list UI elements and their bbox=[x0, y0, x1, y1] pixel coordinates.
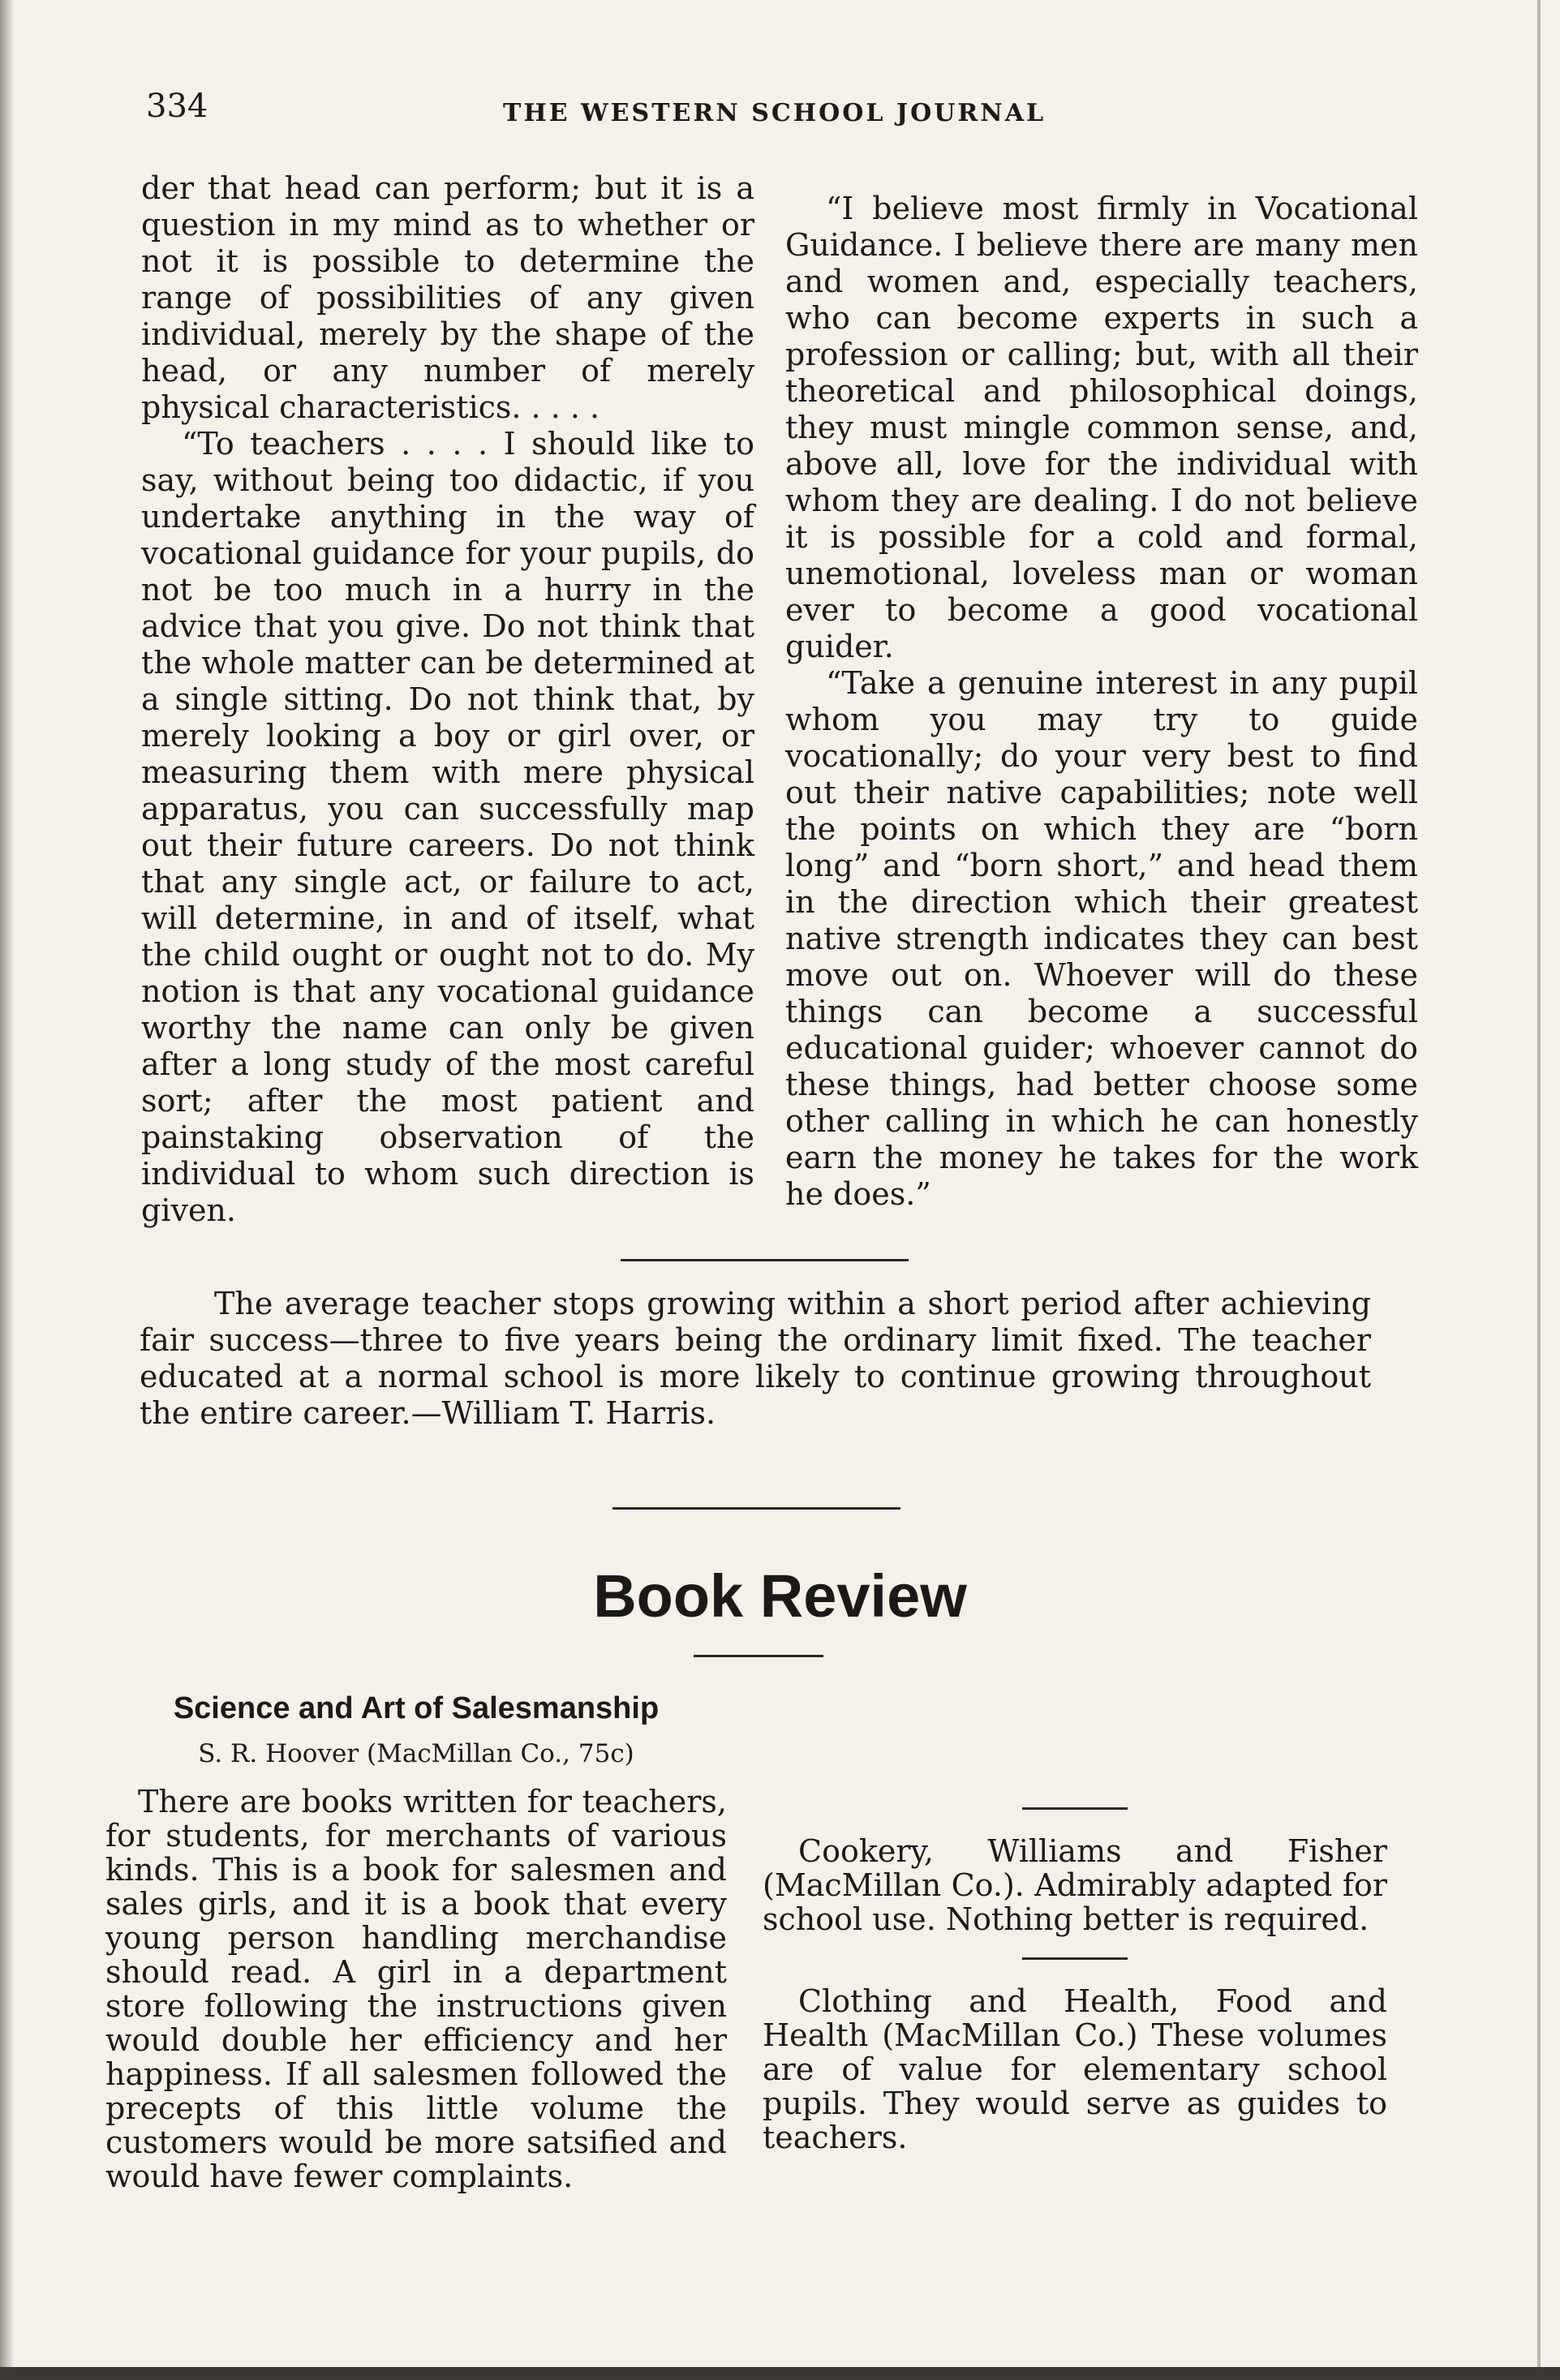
review-divider bbox=[1022, 1807, 1128, 1810]
divider-rule bbox=[612, 1507, 900, 1510]
page-binding-shadow bbox=[0, 0, 15, 2380]
section-title: Book Review bbox=[593, 1562, 967, 1630]
right-column-article bbox=[785, 191, 1418, 1213]
page-bottom-edge bbox=[0, 2367, 1560, 2380]
left-paragraph-1: der that head can perform; but it is a question in my mind as to whether or not it is possible to determine the range of possibilities of any given individual, merely by the shape of the head, or any number of merely physical characteristics. . . . . bbox=[141, 170, 754, 425]
review-cookery: Cookery, Williams and Fisher (MacMillan Co.). Admirably adapted for school use. Nothing better is required. bbox=[763, 1833, 1387, 1937]
right-paragraph-1: “I believe most firmly in Vocational Guidance. I believe there are many men and women and, especially teachers, who can become experts in such a profession or calling; but, with all their theoretical and philosophical doings, they must mingle common sense, and, above all, love for the individual with whom they are dealing. I do not believe it is possible for a cold and formal, unemotional, loveless man or woman ever to become a good vocational guider. bbox=[785, 191, 1418, 664]
review-salesmanship bbox=[105, 1691, 727, 2193]
divider-rule bbox=[621, 1259, 909, 1261]
review-body: There are books written for teachers, for students, for merchants of various kinds. This is a book for salesmen and sales girls, and it is a book that every young person handling merchandise should read. A girl in a department store following the instructions given would double her efficiency and her happiness. If all salesmen followed the precepts of this little volume the customers would be more satsified and would have fewer complaints. bbox=[105, 1784, 727, 2194]
title-underline bbox=[694, 1655, 823, 1657]
left-paragraph-2: “To teachers . . . . I should like to say, without being too didactic, if you undertake anything in the way of vocational guidance for your pupils, do not be too much in a hurry in the advice that you give. Do not think that the whole matter can be determined at a single sitting. Do not think that, by merely looking a boy or girl over, or measuring them with mere physical apparatus, you can successfully map out their future careers. Do not think that any single act, or failure to act, will determine, in and of itself, what the child ought or ought not to do. My notion is that any vocational guidance worthy the name can only be given after a long study of the most careful sort; after the most patient and painstaking observation of the individual to whom such direction is given. bbox=[141, 426, 754, 1228]
review-right-column bbox=[763, 1710, 1387, 2154]
right-paragraph-2: “Take a genuine interest in any pupil whom you may try to guide vocationally; do your very best to find out their native capabilities; note well the points on which they are “born long” and “born short,” and head them in the direction which their greatest native strength indicates they can best move out on. Whoever will do these things can become a successful educational guider; whoever cannot do these things, had better choose some other calling in which he can honestly earn the money he takes for the work he does.” bbox=[785, 665, 1418, 1212]
page-right-edge bbox=[1537, 0, 1541, 2380]
review-health: Clothing and Health, Food and Health (MacMillan Co.) These volumes are of value for elementary school pupils. They would serve as guides to teachers. bbox=[763, 1983, 1387, 2155]
review-divider bbox=[1022, 1957, 1128, 1960]
harris-quote bbox=[140, 1286, 1371, 1432]
left-column-article bbox=[141, 170, 754, 1229]
page-header bbox=[0, 88, 1560, 144]
harris-quote-text: The average teacher stops growing within a short period after achieving fair success—three to five years being the ordinary limit fixed. The teacher educated at a normal school is more likely to continue growing throughout the entire career.—William T. Harris. bbox=[140, 1286, 1371, 1431]
review-heading: Science and Art of Salesmanship bbox=[173, 1691, 660, 1725]
page-number: 334 bbox=[146, 88, 208, 125]
running-title: THE WESTERN SCHOOL JOURNAL bbox=[503, 99, 1046, 127]
review-author: S. R. Hoover (MacMillan Co., 75c) bbox=[198, 1739, 634, 1768]
